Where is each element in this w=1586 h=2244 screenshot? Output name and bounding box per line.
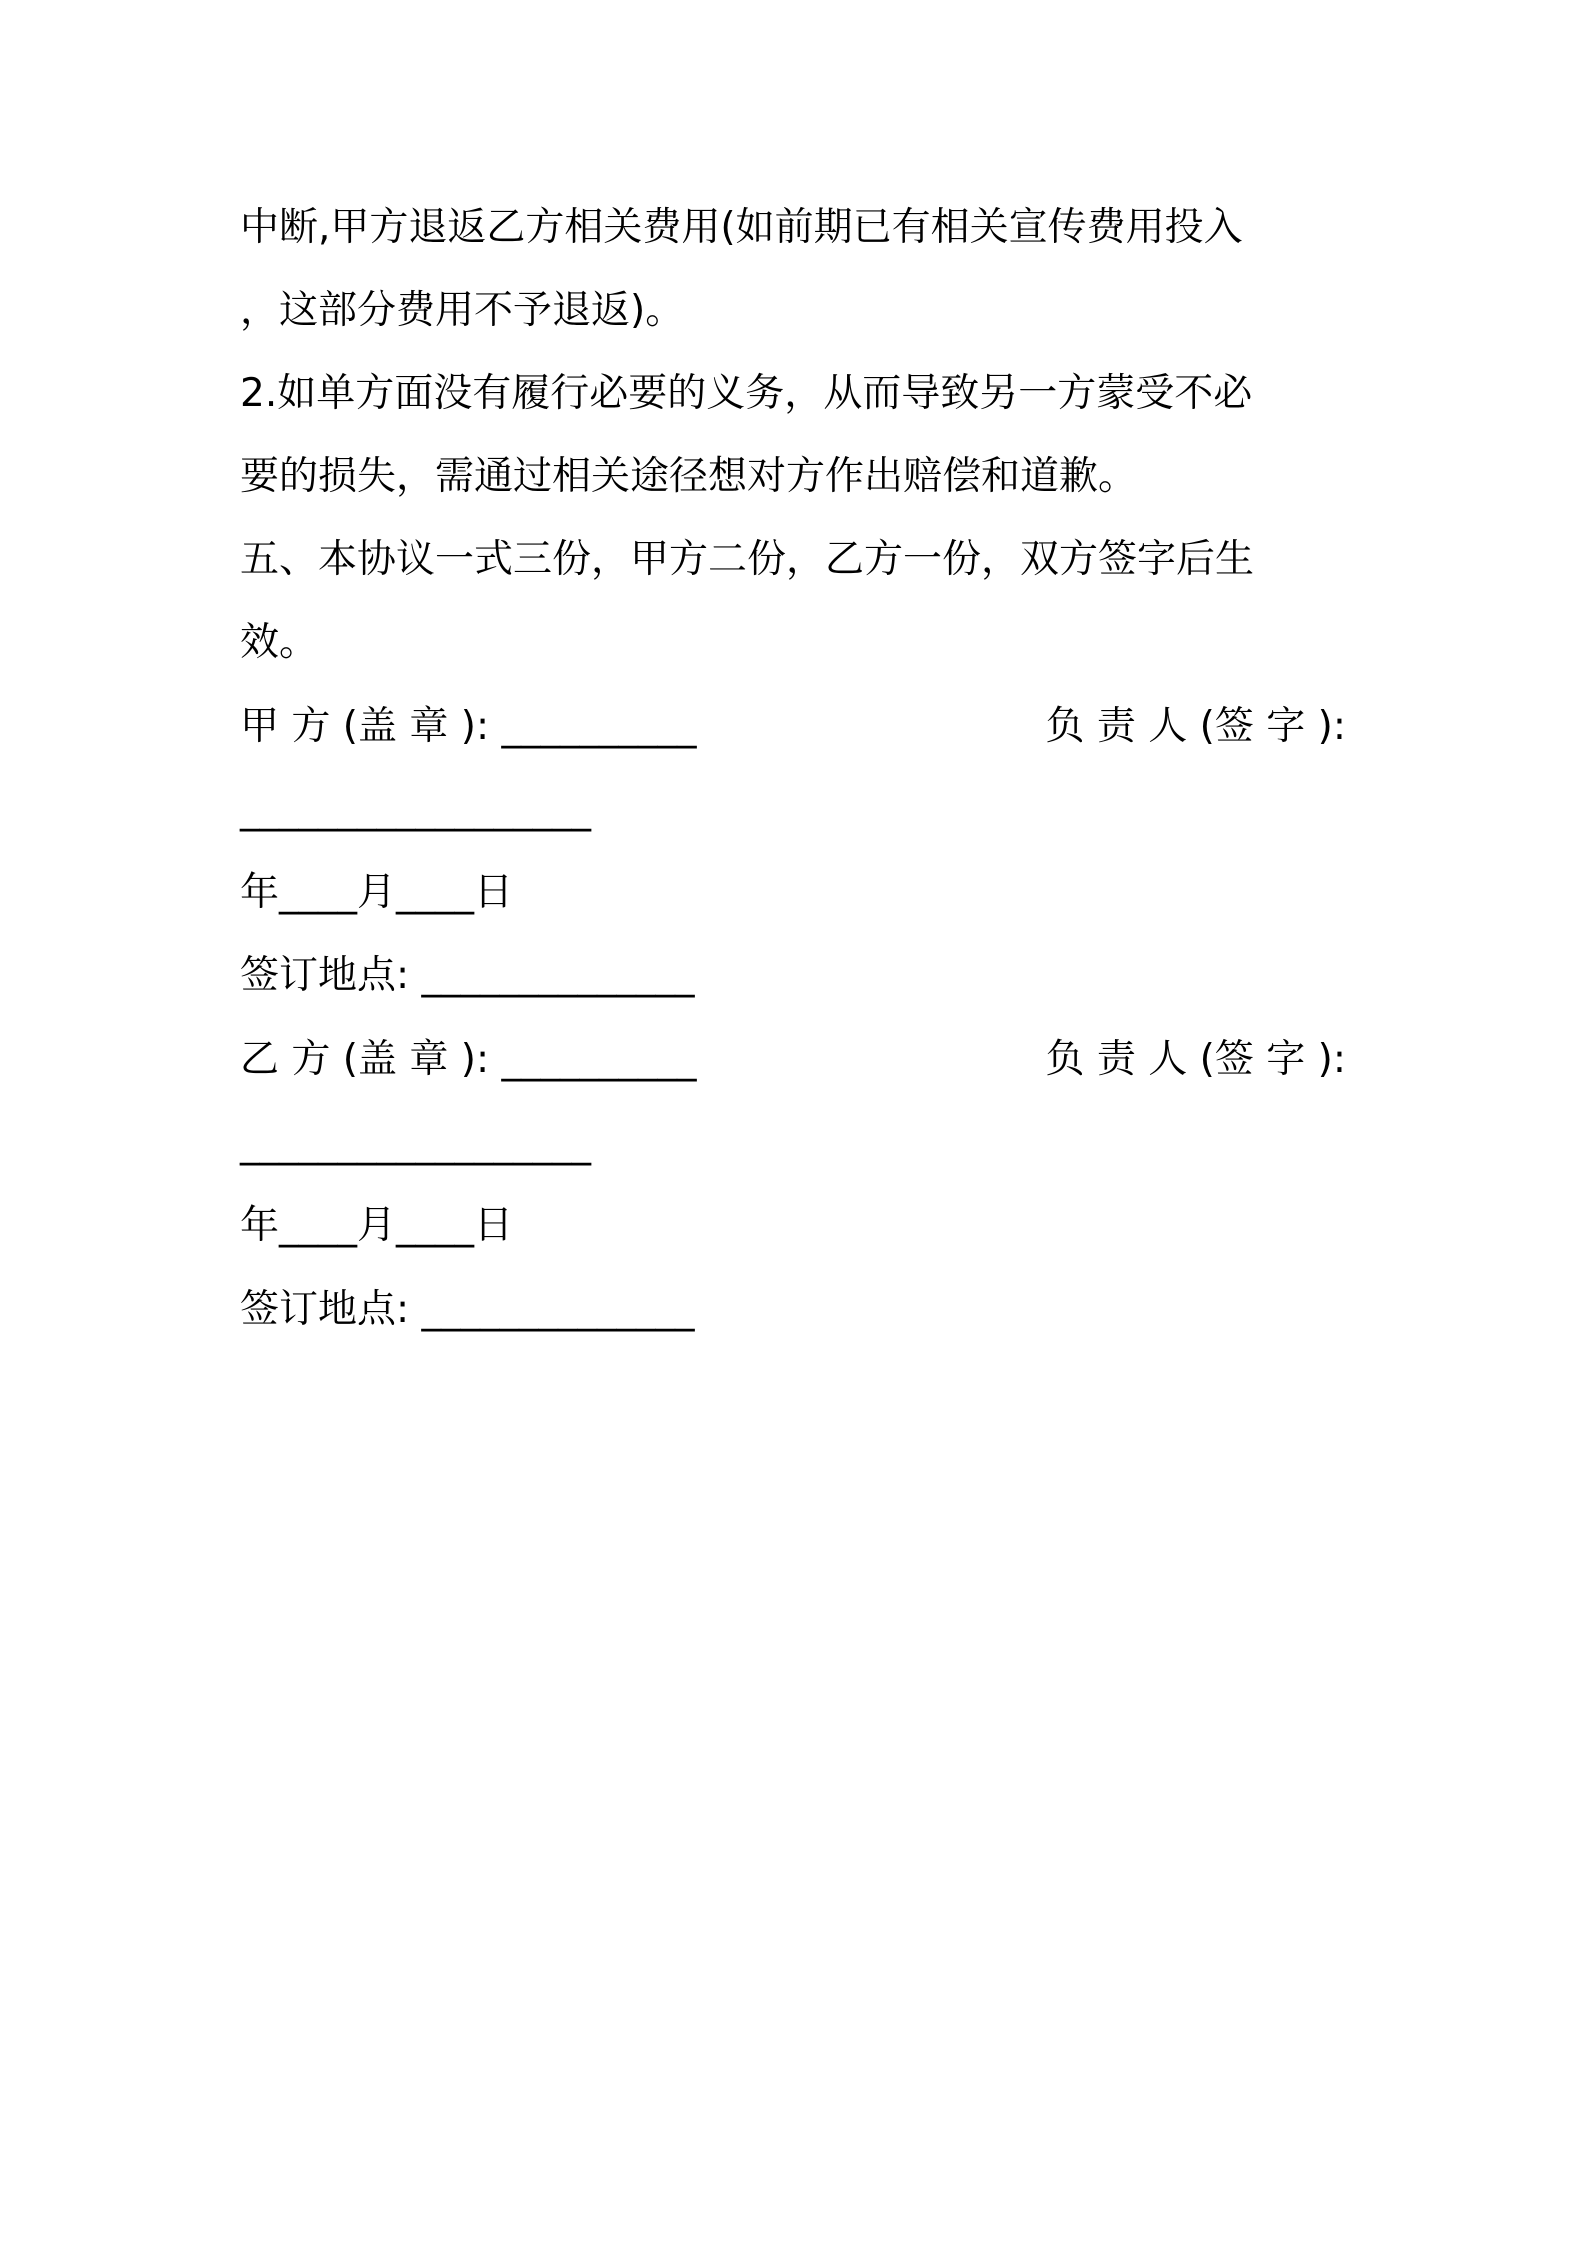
party-a-place-line: 签订地点: ______________ bbox=[240, 953, 695, 998]
body-line-3: 2.如单方面没有履行必要的义务，从而导致另一方蒙受不必 bbox=[240, 371, 1253, 416]
body-line-6: 效。 bbox=[240, 620, 319, 665]
party-b-signer-label: 负 责 人 (签 字 ): bbox=[1045, 1037, 1346, 1082]
party-b-signature-row bbox=[240, 1037, 1346, 1082]
body-line-1: 中断,甲方退返乙方相关费用(如前期已有相关宣传费用投入 bbox=[240, 205, 1243, 250]
party-a-date-line: 年____月____日 bbox=[240, 870, 514, 915]
body-line-4: 要的损失，需通过相关途径想对方作出赔偿和道歉。 bbox=[240, 454, 1138, 499]
party-b-place-line: 签订地点: ______________ bbox=[240, 1287, 695, 1332]
party-a-signature-row bbox=[240, 704, 1346, 749]
body-line-2: ，这部分费用不予退返)。 bbox=[240, 288, 685, 333]
party-b-date-line: 年____月____日 bbox=[240, 1203, 514, 1248]
party-a-signer-blank: __________________ bbox=[240, 787, 591, 832]
party-a-signer-label: 负 责 人 (签 字 ): bbox=[1045, 704, 1346, 749]
party-b-seal-label: 乙 方 (盖 章 ): __________ bbox=[240, 1037, 697, 1082]
party-a-seal-label: 甲 方 (盖 章 ): __________ bbox=[240, 704, 697, 749]
party-b-signer-blank: __________________ bbox=[240, 1121, 591, 1166]
body-line-5: 五、本协议一式三份，甲方二份，乙方一份，双方签字后生 bbox=[240, 537, 1255, 582]
